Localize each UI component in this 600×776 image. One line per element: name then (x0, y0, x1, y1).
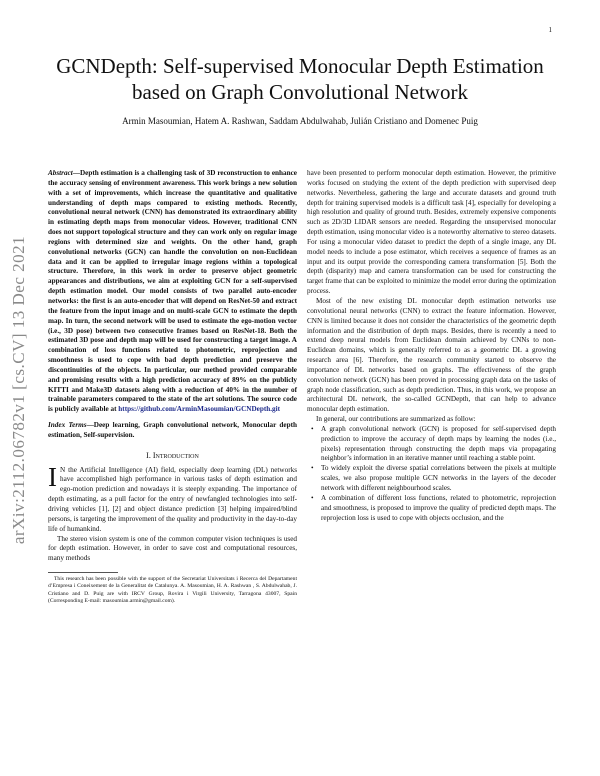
index-terms-body: —Deep learning, Graph convolutional network, Monocular depth estimation, Self-supervision. (48, 421, 297, 439)
bullet-icon: • (311, 464, 314, 473)
source-code-link[interactable]: https://github.com/ArminMasoumian/GCNDepth.git (118, 405, 281, 414)
list-item-text: To widely exploit the diverse spatial correlations between the pixels at multiple scales, we also propose multiple GCN networks in the layers of the decoder network with different neighbourhood scales. (321, 464, 556, 492)
intro-paragraph-1 (48, 461, 297, 535)
list-item-text: A graph convolutional network (GCN) is proposed for self-supervised depth prediction to improve the accuracy of depth maps by learning the nodes (i.e., pixels) representation through constructing the depth maps via propagating neighbor’s information in an iterative manner until reaching a stable point. (321, 424, 556, 463)
arxiv-stamp (4, 190, 34, 590)
footnote: This research has been possible with the support of the Secretariat Universitats i Recerca del Departament d’Empresa i Coneixement de la Generalitat de Catalunya. A. Masoumian, H. A. Rashwan , S. Abdulwahab, J. Cristiano and D. Puig are with IRCV Group, Rovira i Virgili University, Tarragona 43007, Spain (Corresponding E-mail: masoumian.armin@gmail.com). (48, 576, 297, 604)
author-list: Armin Masoumian, Hatem A. Rashwan, Saddam Abdulwahab, Julián Cristiano and Domenec Puig (122, 116, 478, 126)
list-item (307, 494, 556, 524)
abstract-label: Abstract (48, 169, 73, 177)
paper-title: GCNDepth: Self-supervised Monocular Depth Estimation based on Graph Convolutional Network (56, 54, 544, 104)
right-column (307, 169, 556, 523)
right-paragraph-1: have been presented to perform monocular depth estimation. However, the primitive works focused on studying the extent of the depth prediction with supervised deep networks. Nevertheless, gathering the large and accurate datasets and ground truth depth for training supervised models is a difficult task [4], especially for developing a high resolution and quality of ground truth. Besides, extremely expensive components such as 2D/3D LIDAR sensors are needed. Regarding the unsupervised monocular depth estimation, using monocular video is a noteworthy alternative to stereo datasets. For using a monocular video dataset to predict the depth of a single image, any DL model needs to include a pose estimator, which receives a sequence of frames as an input and its output provide the corresponding camera transformation [5]. Both the depth (disparity) map and camera transformation can be used for constructing the target frame that can be exploited to minimize the model error during the optimization process. (307, 169, 556, 296)
abstract-body: —Depth estimation is a challenging task of 3D reconstruction to enhance the accuracy sensing of environment awareness. This work brings a new solution with a set of improvements, which increase the quantitative and qualitative understanding of depth maps compared to existing methods. Recently, convolutional neural network (CNN) has demonstrated its extraordinary ability in estimating depth maps from monocular videos. However, traditional CNN does not support topological structure and they can work only on regular image regions with determined size and weights. On the other hand, graph convolutional networks (GCN) can handle the convolution on non-Euclidean data and it can be applied to irregular image regions within a topological structure. Therefore, in this work in order to preserve object geometric appearances and distributions, we aim at exploiting GCN for a self-supervised depth estimation model. Our model consists of two parallel auto-encoder networks: the first is an auto-encoder that will depend on ResNet-50 and extract the feature from the input image and on multi-scale GCN to estimate the depth map. In turn, the second network will be used to estimate the ego-motion vector (i.e., 3D pose) between two consecutive frames based on ResNet-18. Both the estimated 3D pose and depth map will be used for constructing a target image. A combination of loss functions related to photometric, reprojection and smoothness is used to cope with bad depth prediction and preserve the discontinuities of the objects. In particular, our method provided comparable and promising results with a high prediction accuracy of 89% on the publicly KITTI and Make3D datasets along with a reduction of 40% in the number of trainable parameters compared to the state of the art solutions. The source code is publicly available at (48, 169, 297, 414)
intro-paragraph-1-text: N the Artificial Intelligence (AI) field, especially deep learning (DL) networks have accomplished high performance in various tasks of depth estimation and ego-motion prediction and nowadays it is steeply expanding. The importance of depth estimating, as a pull factor for the entry of newfangled technologies into self-driving vehicles [1], [2] and object distance prediction [3] helping impaired/blind persons, is targeting the improvement of the quality and productivity in the day-to-day life of humankind. (48, 465, 297, 533)
list-item (307, 464, 556, 494)
left-column (48, 169, 297, 605)
abstract (48, 169, 297, 415)
arxiv-id: arXiv:2112.06782v1 [cs.CV] 13 Dec 2021 (9, 235, 29, 545)
contributions-intro: In general, our contributions are summarized as follow: (316, 415, 476, 424)
list-item (307, 425, 556, 464)
contributions-list (307, 425, 556, 523)
index-terms-label: Index Terms (48, 421, 87, 430)
bullet-icon: • (311, 493, 314, 502)
intro-paragraph-2: The stereo vision system is one of the common computer vision techniques is used for depth estimation. However, in order to save cost and computational resources, many methods (48, 534, 297, 563)
drop-cap: I (48, 461, 57, 492)
index-terms (48, 421, 297, 441)
right-paragraph-2: Most of the new existing DL monocular depth estimation networks use convolutional neural networks (CNN) to extract the feature information. However, CNN is limited because it does not consider the characteristics of the geometric depth information and the distribution of depth maps. Besides, there is recently a need to extend deep neural models from Euclidean domain achieved by CNNs to non-Euclidean domains, which is generally referred to as a geometric DL a growing research area [6]. Therefore, the research community started to observe the importance of DL networks based on graphs. The effectiveness of the graph convolution network (GCN) has been proved in processing graph data on the tasks of graph node classification, such as depth prediction. Thus, in this work, we propose an architectural DL network, the so-called GCNDepth, that can help to advance monocular depth estimation. (307, 296, 556, 414)
list-item-text: A combination of different loss functions, related to photometric, reprojection and smoothness, is proposed to improve the quality of predicted depth maps. The reprojection loss is used to cope with objects occlusion, and the (321, 493, 556, 522)
section-heading-introduction: I. Introduction (146, 450, 199, 460)
bullet-icon: • (311, 424, 314, 433)
footnote-divider (48, 572, 118, 573)
page-number: 1 (548, 26, 552, 34)
